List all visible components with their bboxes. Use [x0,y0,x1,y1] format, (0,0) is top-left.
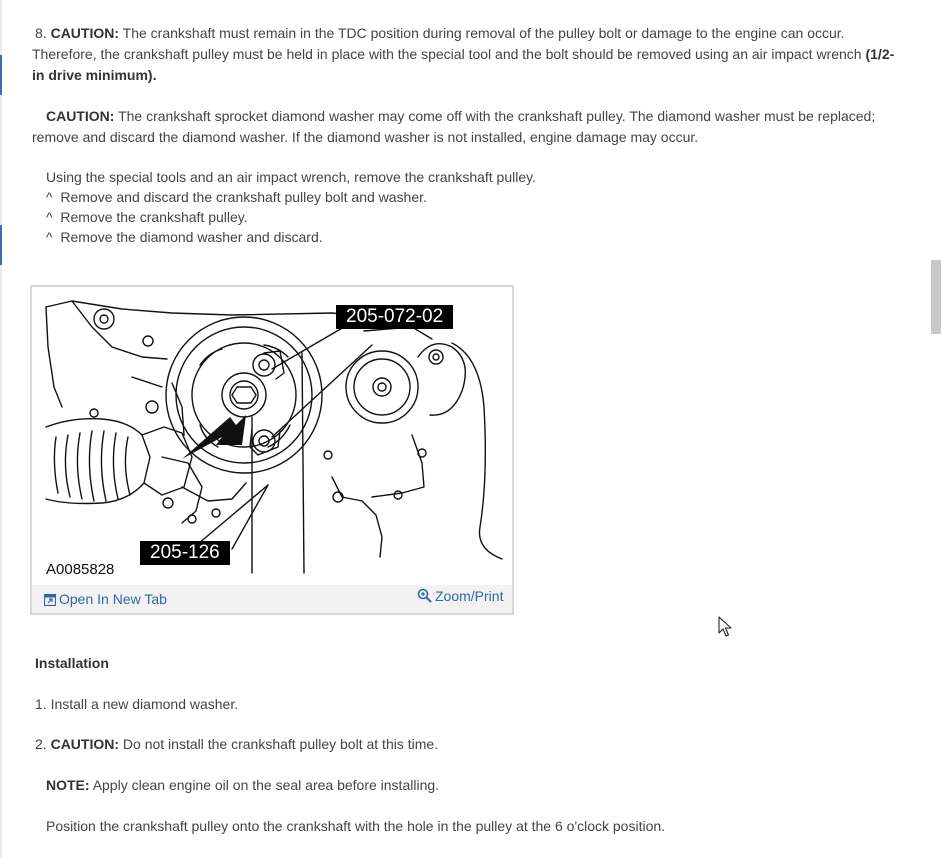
mouse-cursor-icon [718,616,732,638]
illustration-figure [30,285,514,615]
open-new-tab-label: Open In New Tab [59,591,167,607]
caution-text: Do not install the crankshaft pulley bolt at this time. [122,736,439,752]
caution2-line1 [46,106,875,126]
zoom-print-label: Zoom/Print [435,588,504,604]
caution-text: Therefore, the crankshaft pulley must be held in place with the special tool and the bolt should be removed using an air impact wrench [32,46,862,62]
installation-step2 [35,734,438,754]
bullet-caret-icon: ^ [46,209,53,225]
list-item-text: Remove the diamond washer and discard. [60,229,323,245]
figure-id: A0085828 [46,561,115,578]
left-edge [0,0,2,858]
list-item-text: Remove the crankshaft pulley. [60,209,248,225]
crankshaft-pulley-drawing [32,287,512,585]
caution-text: The crankshaft sprocket diamond washer may come off with the crankshaft pulley. The diamond washer must be replaced; [118,108,876,124]
scrollbar-thumb[interactable] [931,260,941,334]
open-new-tab-link[interactable] [44,590,167,608]
tool-callout-205-126: 205-126 [140,541,230,565]
zoom-print-link[interactable] [417,587,503,605]
caution-text: The crankshaft must remain in the TDC position during removal of the pulley bolt or damage to the engine can occur. [122,25,845,41]
zoom-icon [417,588,432,603]
installation-step1: 1. Install a new diamond washer. [35,696,239,712]
scrollbar-track[interactable] [930,0,942,858]
list-item-text: Remove and discard the crankshaft pulley bolt and washer. [60,189,427,205]
step8-line2 [32,44,894,64]
figure-action-bar [32,585,512,613]
step-number: 8. [35,25,47,41]
tool-callout-205-072-02: 205-072-02 [336,305,453,329]
caution-text: remove and discard the diamond washer. If the diamond washer is not installed, engine damage may occur. [32,129,699,145]
caution-label: CAUTION: [50,736,120,752]
list-item [46,187,427,207]
caution-bold-text: in drive minimum). [32,67,157,83]
note-label: NOTE: [46,777,90,793]
step8-line3 [32,65,156,85]
left-accent-mark [0,55,2,95]
procedure-intro: Using the special tools and an air impact wrench, remove the crankshaft pulley. [46,169,536,185]
step8-line1 [35,23,845,43]
bullet-caret-icon: ^ [46,229,53,245]
list-item [46,207,248,227]
bullet-caret-icon: ^ [46,189,53,205]
new-tab-icon [44,594,56,606]
installation-heading: Installation [35,655,109,671]
caution-label: CAUTION: [46,108,115,124]
step-number: 2. [35,736,47,752]
note-line [46,775,439,795]
list-item [46,227,323,247]
caution-label: CAUTION: [50,25,120,41]
engine-illustration [32,287,512,585]
caution-bold-text: (1/2- [865,46,895,62]
position-instruction: Position the crankshaft pulley onto the crankshaft with the hole in the pulley at the 6 o'clock position. [46,818,666,834]
left-accent-mark [0,225,2,265]
caution2-line2 [32,127,698,147]
note-text: Apply clean engine oil on the seal area before installing. [92,777,440,793]
